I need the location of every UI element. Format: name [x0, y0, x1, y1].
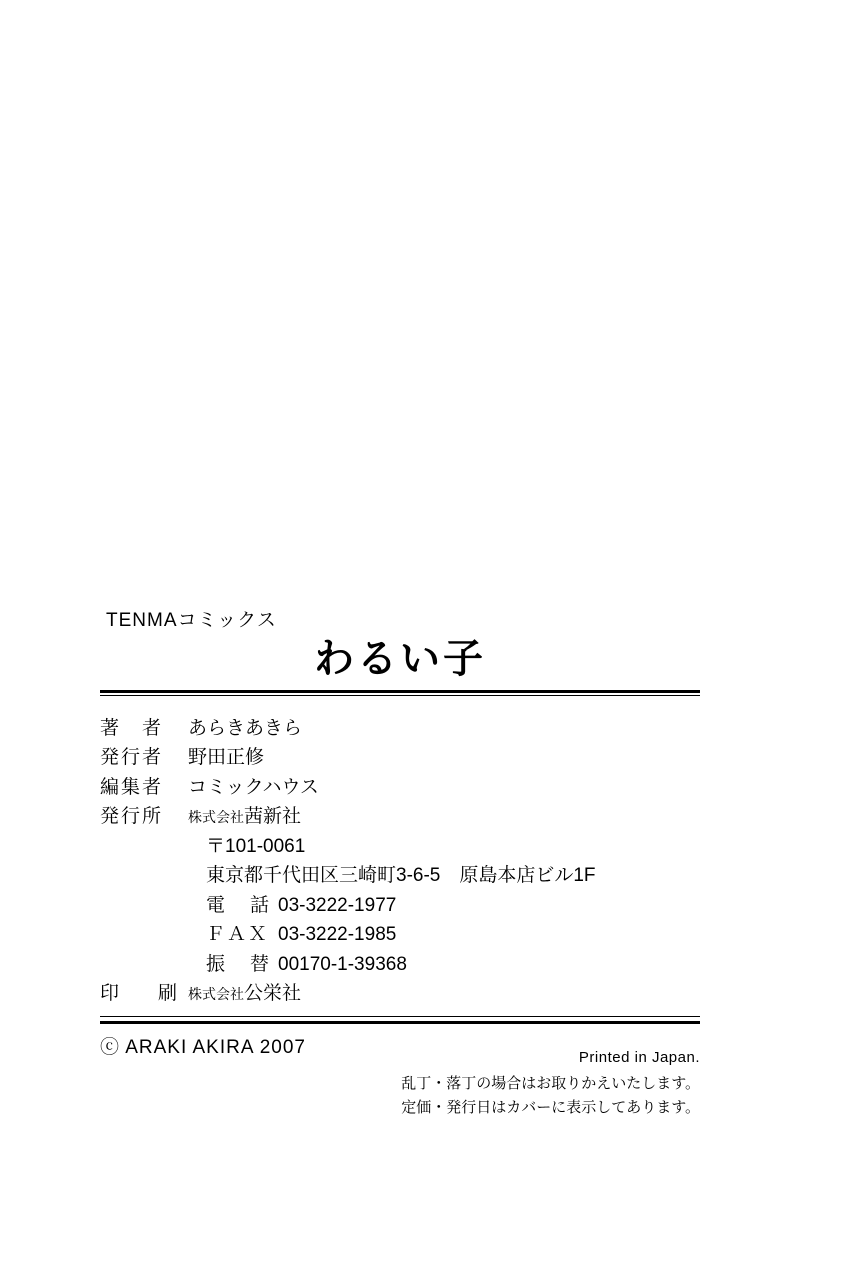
credit-label: 発行者 [100, 747, 164, 769]
address-line: 東京都千代田区三崎町3-6-5 原島本店ビル1F [206, 865, 596, 887]
colophon-block [100, 605, 700, 1114]
printer-value [188, 979, 301, 1008]
printer-name: 公栄社 [244, 982, 302, 1004]
publisher-corp-prefix: 株式会社 [188, 809, 244, 826]
printed-in-japan: Printed in Japan. [578, 1049, 700, 1067]
printer-corp-prefix: 株式会社 [188, 985, 244, 1002]
credit-value: コミックハウス [188, 776, 319, 798]
contact-key: 電 話 [206, 894, 273, 916]
credit-label: 編集者 [100, 776, 164, 798]
book-title: わるい子 [314, 637, 486, 681]
credit-row-publisher [100, 802, 700, 831]
postal-code-line: 〒101-0061 [206, 835, 306, 857]
credit-value: あらきあきら [188, 718, 303, 739]
credit-label: 発行所 [100, 806, 164, 828]
copyright-line: ⓒ ARAKI AKIRA 2007 [100, 1037, 306, 1059]
contact-row-tel [100, 891, 700, 920]
imprint-label: TENMAコミックス [106, 610, 277, 631]
contact-value: 00170-1-39368 [278, 953, 407, 975]
notice-block [401, 1072, 700, 1119]
credit-label: 著 者 [100, 718, 164, 739]
publisher-name: 茜新社 [244, 806, 302, 828]
contact-value: 03-3222-1985 [278, 924, 397, 946]
contact-row-furikae [100, 950, 700, 979]
contact-key: 振 替 [206, 953, 273, 975]
credits-list [100, 696, 700, 1016]
contact-value: 03-3222-1977 [278, 894, 397, 916]
credit-row [100, 714, 700, 743]
contact-row-fax [100, 920, 700, 949]
notice-line: 定価・発行日はカバーに表示してあります。 [401, 1098, 700, 1116]
credit-value [188, 802, 301, 831]
credit-row [100, 773, 700, 802]
contact-key: ＦＡＸ [206, 924, 270, 946]
credit-row-printer [100, 979, 700, 1008]
credit-value: 野田正修 [188, 747, 265, 769]
notice-line: 乱丁・落丁の場合はお取りかえいたします。 [401, 1075, 700, 1093]
printer-label: 印 刷 [100, 982, 188, 1004]
colophon-footer [100, 1024, 700, 1114]
credit-row [100, 743, 700, 772]
